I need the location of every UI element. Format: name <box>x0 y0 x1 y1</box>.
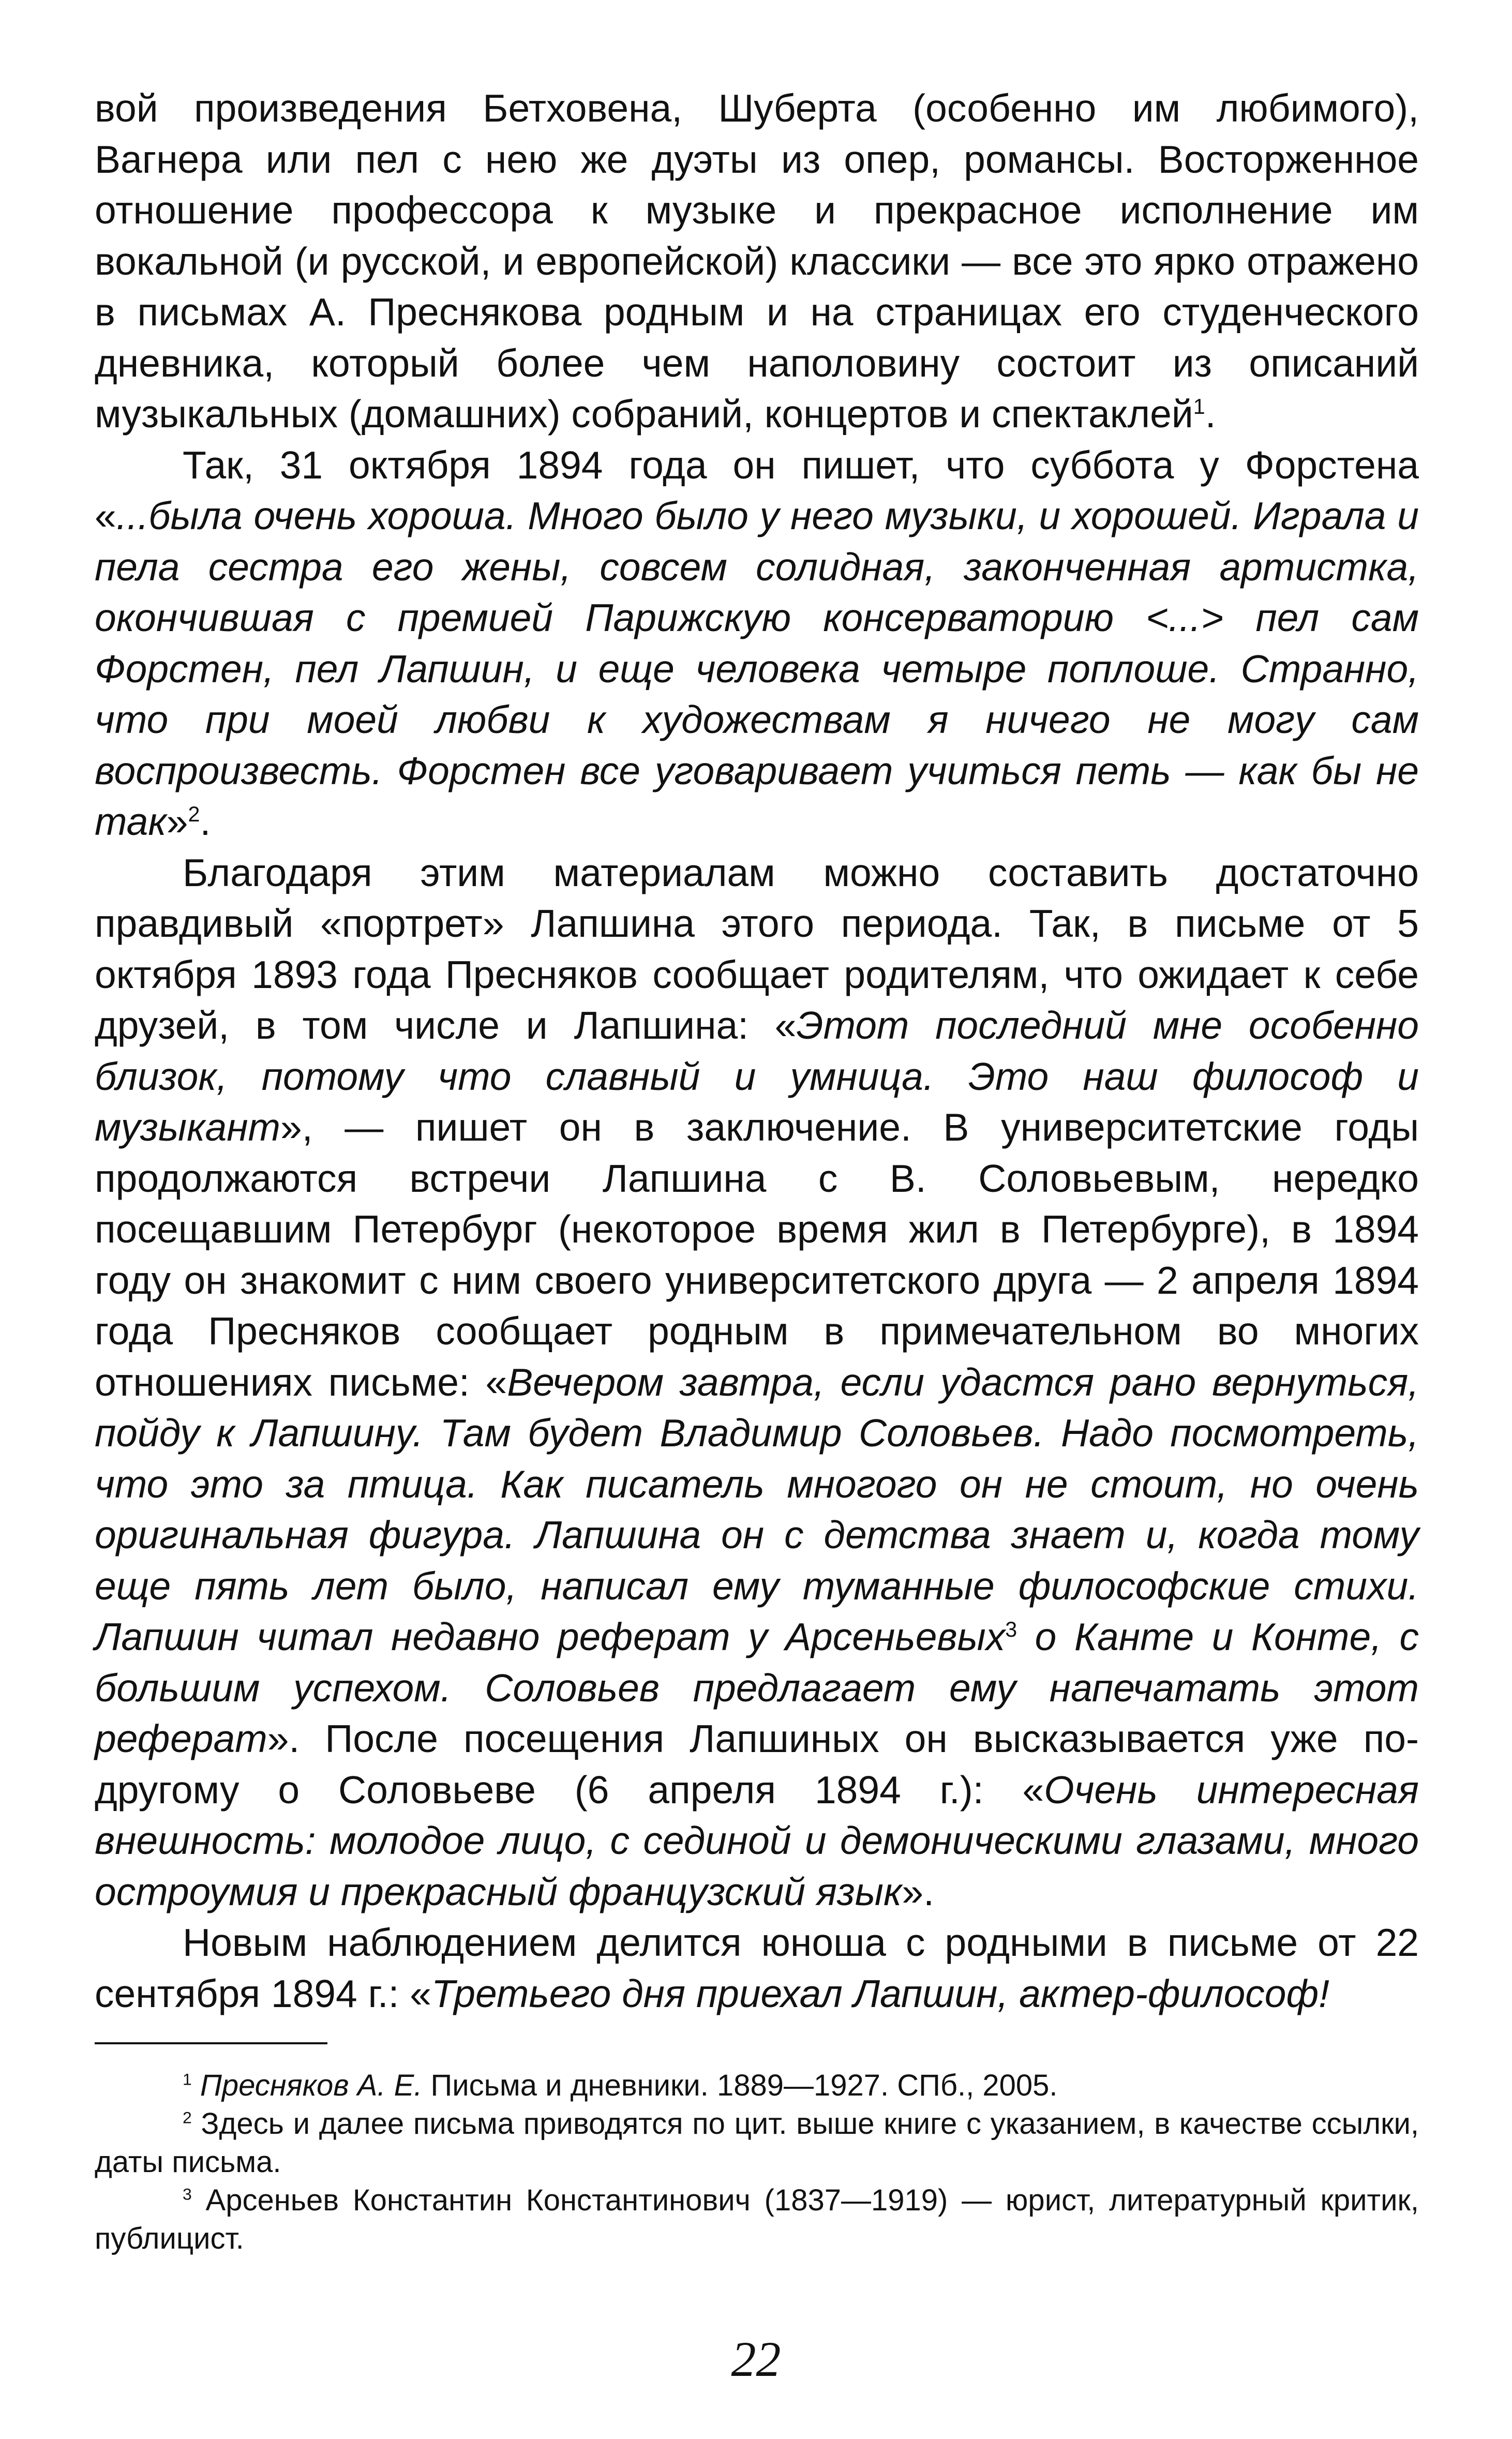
paragraph-1-end: . <box>1205 392 1216 436</box>
paragraph-3-end: ». <box>902 1869 934 1913</box>
footnote-1-number: 1 <box>183 2070 192 2089</box>
footnote-ref-3: 3 <box>1005 1618 1017 1641</box>
footnote-3-text: Арсеньев Константин Константинович (1837—1919) — юрист, литературный критик, публицист. <box>95 2183 1419 2255</box>
footnote-2-text: Здесь и далее письма приводятся по цит. выше книге с указанием, в качестве ссылки, даты письма. <box>95 2107 1419 2179</box>
paragraph-2-end: . <box>200 800 211 843</box>
footnote-divider <box>95 2042 327 2044</box>
quote-actor-philosopher: Третьего дня приехал Лапшин, актер-философ! <box>431 1971 1330 2015</box>
quote-forsten-evening: ...была очень хороша. Много было у него музыки, и хорошей. Играла и пела сестра его жены, совсем солидная, законченная артистка, окончившая с премией Парижскую консерваторию <...> пел сам Форстен, пел Лапшин, и еще человека четыре поплоше. Странно, что при моей любви к художествам я ничего не могу сам воспроизвесть. Форстен все уговаривает учиться петь — как бы не так <box>95 494 1419 843</box>
quote-soloviev-visit: Вечером завтра, если удастся рано вернуться, пойду к Лапшину. Там будет Владимир Соловьев. Надо посмотреть, что это за птица. Как писатель многого он не стоит, но очень оригинальная фигура. Лапшина он с детства знает и, когда тому еще пять лет было, написал ему туманные философские стихи. Лапшин читал недавно реферат у Арсеньевых <box>95 1360 1419 1658</box>
paragraph-3-text-2: », — пишет он в заключение. В университетские годы продолжаются встречи Лапшина с В. Соловьевым, нередко посещавшим Петербург (некоторое время жил в Петербурге), в 1894 году он знакомит с ним своего университетского друга — 2 апреля 1894 года Пресняков сообщает родным в примечательном во многих отношениях письме: « <box>95 1105 1419 1404</box>
quote-philosopher-musician: Этот последний мне особенно близок, потому что славный и умница. Это наш философ и музыкант <box>95 1004 1419 1149</box>
paragraph-2-intro: Так, 31 октября 1894 года он пишет, что суббота у Форстена « <box>95 443 1419 537</box>
footnote-2 <box>95 2105 1419 2181</box>
paragraph-3-text-3: ». После посещения Лапшиных он высказывается уже по-другому о Соловьеве (6 апреля 1894 г.): « <box>95 1717 1419 1812</box>
footnote-1-text: Письма и дневники. 1889—1927. СПб., 2005. <box>422 2069 1058 2102</box>
footnote-1 <box>95 2067 1419 2105</box>
quote-close-mark: » <box>166 800 188 843</box>
footnotes <box>95 2067 1419 2258</box>
paragraph-3-text-1: Благодаря этим материалам можно составить достаточно правдивый «портрет» Лапшина этого периода. Так, в письме от 5 октября 1893 года Пресняков сообщает родителям, что ожидает к себе друзей, в том числе и Лапшина: « <box>95 850 1419 1047</box>
paragraph-4 <box>95 1917 1419 2019</box>
footnote-ref-1: 1 <box>1193 395 1205 418</box>
footnote-3-number: 3 <box>183 2184 192 2204</box>
footnote-1-author: Пресняков А. Е. <box>200 2069 423 2102</box>
main-text <box>95 83 1419 2019</box>
footnote-3 <box>95 2181 1419 2258</box>
quote-soloviev-visit-cont: о Канте и Конте, с большим успехом. Соловьев предлагает ему напечатать этот реферат <box>95 1615 1419 1760</box>
footnote-2-number: 2 <box>183 2108 192 2127</box>
paragraph-4-text: Новым наблюдением делится юноша с родными в письме от 22 сентября 1894 г.: « <box>95 1921 1419 2015</box>
footnote-ref-2: 2 <box>188 802 200 826</box>
paragraph-1-text: вой произведения Бетховена, Шуберта (особенно им любимого), Вагнера или пел с нею же дуэты из опер, романсы. Восторженное отношение профессора к музыке и прекрасное исполнение им вокальной (и русской, и европейской) классики — все это ярко отражено в письмах А. Преснякова родным и на страницах его студенческого дневника, который более чем наполовину состоит из описаний музыкальных (домашних) собраний, концертов и спектаклей <box>95 86 1419 436</box>
paragraph-1 <box>95 83 1419 440</box>
paragraph-3 <box>95 847 1419 1918</box>
paragraph-2 <box>95 440 1419 847</box>
page-number: 22 <box>731 2331 781 2387</box>
quote-soloviev-appearance: Очень интересная внешность: молодое лицо, с сединой и демоническими глазами, много остроумия и прекрасный французский язык <box>95 1768 1419 1913</box>
